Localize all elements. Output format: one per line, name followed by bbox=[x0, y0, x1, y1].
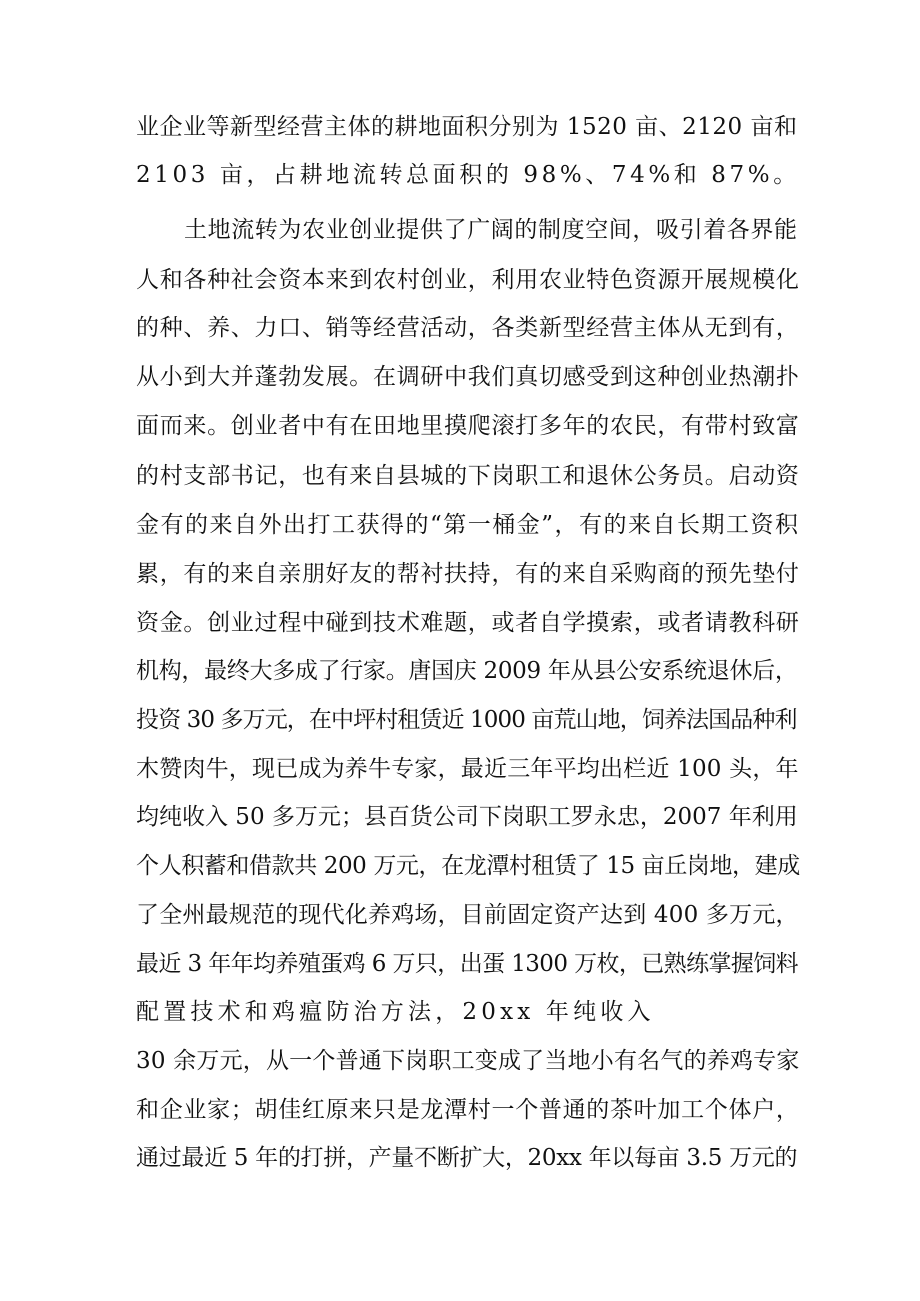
text-line-16: 个人积蓄和借款共 200 万元，在龙潭村租赁了 15 亩丘岗地，建成 bbox=[136, 853, 800, 879]
text-line-12: 机构，最终大多成了行家。唐国庆 2009 年从县公安系统退休后， bbox=[136, 658, 798, 684]
text-line-22: 通过最近 5 年的打拼，产量不断扩大，20xx 年以每亩 3.5 万元的 bbox=[136, 1145, 798, 1171]
text-line-9: 金有的来自外出打工获得的“第一桶金”，有的来自长期工资积 bbox=[136, 512, 800, 538]
text-line-6: 从小到大并蓬勃发展。在调研中我们真切感受到这种创业热潮扑 bbox=[136, 364, 800, 390]
text-line-15: 均纯收入 50 多万元；县百货公司下岗职工罗永忠，2007 年利用 bbox=[136, 804, 798, 830]
text-line-11: 资金。创业过程中碰到技术难题，或者自学摸索，或者请教科研 bbox=[136, 610, 800, 636]
text-line-17: 了全州最规范的现代化养鸡场，目前固定资产达到 400 多万元， bbox=[136, 902, 799, 928]
text-line-10: 累，有的来自亲朋好友的帮衬扶持，有的来自采购商的预先垫付 bbox=[136, 561, 800, 587]
text-line-7: 面而来。创业者中有在田地里摸爬滚打多年的农民，有带村致富 bbox=[136, 413, 800, 439]
text-line-4: 人和各种社会资本来到农村创业，利用农业特色资源开展规模化 bbox=[136, 267, 800, 293]
text-line-2: 2103 亩，占耕地流转总面积的 98%、74%和 87%。 bbox=[136, 162, 800, 188]
text-line-19: 配置技术和鸡瘟防治方法，20xx 年纯收入 bbox=[136, 999, 655, 1025]
text-line-1: 业企业等新型经营主体的耕地面积分别为 1520 亩、2120 亩和 bbox=[136, 114, 798, 140]
paragraph-start-line: 土地流转为农业创业提供了广阔的制度空间，吸引着各界能 bbox=[184, 217, 798, 243]
text-line-18: 最近 3 年年均养殖蛋鸡 6 万只，出蛋 1300 万枚，已熟练掌握饲料 bbox=[136, 951, 799, 977]
text-line-8: 的村支部书记，也有来自县城的下岗职工和退休公务员。启动资 bbox=[136, 463, 800, 489]
text-line-13: 投资 30 多万元，在中坪村租赁近 1000 亩荒山地，饲养法国品种利 bbox=[136, 707, 797, 733]
text-line-14: 木赞肉牛，现已成为养牛专家，最近三年平均出栏近 100 头，年 bbox=[136, 756, 799, 782]
text-line-5: 的种、养、力口、销等经营活动，各类新型经营主体从无到有， bbox=[136, 315, 800, 341]
text-line-20: 30 余万元，从一个普通下岗职工变成了当地小有名气的养鸡专家 bbox=[136, 1048, 800, 1074]
text-line-21: 和企业家；胡佳红原来只是龙潭村一个普通的茶叶加工个体户， bbox=[136, 1097, 800, 1123]
